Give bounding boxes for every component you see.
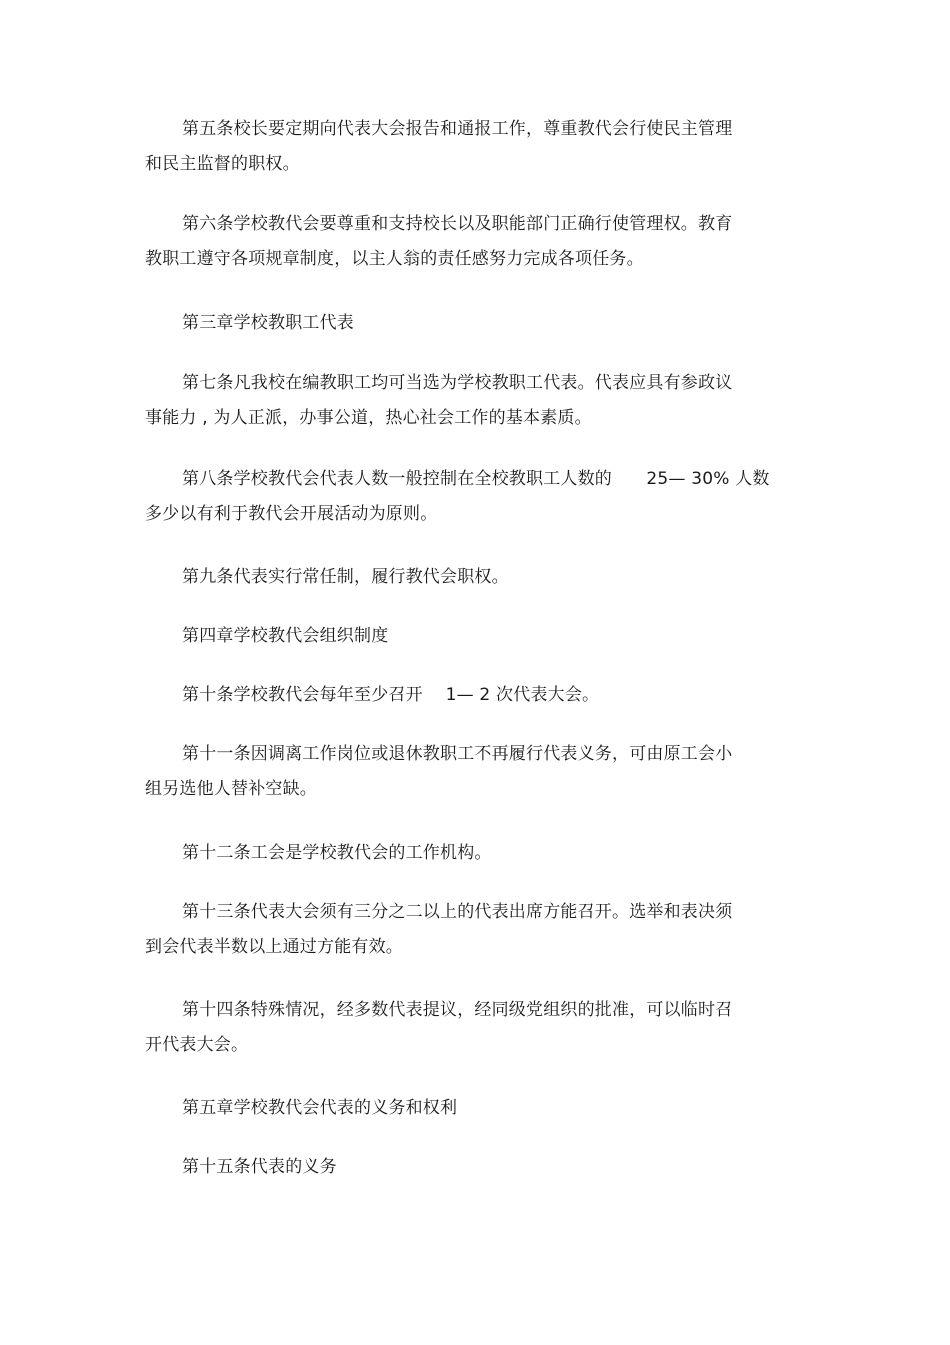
text-line: 第七条凡我校在编教职工均可当选为学校教职工代表。代表应具有参政议 (182, 373, 733, 393)
text-line: 第十五条代表的义务 (182, 1157, 337, 1177)
text-line: 第十二条工会是学校教代会的工作机构。 (182, 843, 492, 863)
paragraph-article-8 (145, 462, 805, 532)
text-line: 第四章学校教代会组织制度 (182, 626, 389, 646)
paragraph-article-14 (145, 993, 805, 1063)
text-line: 第八条学校教代会代表人数一般控制在全校教职工人数的 25— 30% 人数 (182, 469, 770, 489)
paragraph-article-5 (145, 112, 805, 182)
text-line: 第十一条因调离工作岗位或退休教职工不再履行代表义务，可由原工会小 (182, 744, 733, 764)
text-line: 教职工遵守各项规章制度，以主人翁的责任感努力完成各项任务。 (145, 249, 644, 269)
chapter-heading-3 (145, 306, 805, 341)
text-line: 多少以有利于教代会开展活动为原则。 (145, 504, 438, 524)
chapter-heading-4 (145, 619, 805, 654)
text-line: 第十四条特殊情况，经多数代表提议，经同级党组织的批准，可以临时召 (182, 1000, 733, 1020)
paragraph-article-10 (145, 678, 805, 713)
text-line: 第十条学校教代会每年至少召开 1— 2 次代表大会。 (182, 685, 600, 705)
text-line: 第五条校长要定期向代表大会报告和通报工作，尊重教代会行使民主管理 (182, 119, 733, 139)
text-line: 事能力 , 为人正派，办事公道，热心社会工作的基本素质。 (145, 408, 592, 428)
text-line: 第十三条代表大会须有三分之二以上的代表出席方能召开。选举和表决须 (182, 902, 733, 922)
paragraph-article-15 (145, 1150, 805, 1185)
text-line: 开代表大会。 (145, 1035, 249, 1055)
paragraph-article-6 (145, 207, 805, 277)
text-line: 第六条学校教代会要尊重和支持校长以及职能部门正确行使管理权。教育 (182, 214, 733, 234)
text-line: 到会代表半数以上通过方能有效。 (145, 937, 403, 957)
text-line: 第三章学校教职工代表 (182, 313, 354, 333)
text-line: 和民主监督的职权。 (145, 154, 300, 174)
paragraph-article-9 (145, 560, 805, 595)
paragraph-article-12 (145, 836, 805, 871)
text-line: 第五章学校教代会代表的义务和权利 (182, 1098, 458, 1118)
text-line: 第九条代表实行常任制，履行教代会职权。 (182, 567, 509, 587)
paragraph-article-11 (145, 737, 805, 807)
chapter-heading-5 (145, 1091, 805, 1126)
paragraph-article-13 (145, 895, 805, 965)
paragraph-article-7 (145, 366, 805, 436)
text-line: 组另选他人替补空缺。 (145, 779, 317, 799)
